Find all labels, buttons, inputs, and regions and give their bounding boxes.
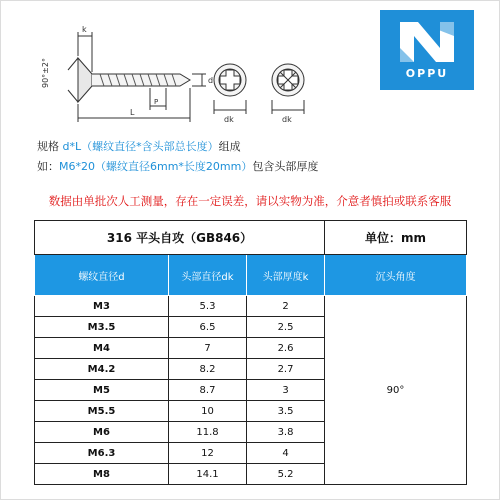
svg-text:dk: dk xyxy=(282,115,292,124)
cell-dk: 7 xyxy=(169,338,247,359)
column-header-head-thickness: 头部厚度k xyxy=(247,255,325,296)
spec-note-example xyxy=(37,158,318,174)
column-header-countersink-angle: 沉头角度 xyxy=(325,255,467,296)
svg-text:P: P xyxy=(154,98,159,106)
cell-k: 3.8 xyxy=(247,422,325,443)
cell-size: M5 xyxy=(35,380,169,401)
svg-text:k: k xyxy=(82,25,87,34)
cell-dk: 12 xyxy=(169,443,247,464)
cell-k: 4 xyxy=(247,443,325,464)
cell-dk: 6.5 xyxy=(169,317,247,338)
spec-note-format xyxy=(37,138,241,154)
cell-k: 3 xyxy=(247,380,325,401)
logo-text: OPPU xyxy=(405,67,449,80)
svg-text:dk: dk xyxy=(224,115,234,124)
cell-size: M5.5 xyxy=(35,401,169,422)
cell-size: M8 xyxy=(35,464,169,485)
cell-k: 2.5 xyxy=(247,317,325,338)
brand-logo xyxy=(380,10,474,90)
cell-size: M4 xyxy=(35,338,169,359)
cell-dk: 8.2 xyxy=(169,359,247,380)
cell-size: M3.5 xyxy=(35,317,169,338)
svg-text:90°±2°: 90°±2° xyxy=(41,58,50,88)
cell-size: M6 xyxy=(35,422,169,443)
note-prefix: 如： xyxy=(37,160,59,173)
cell-size: M3 xyxy=(35,296,169,317)
cell-size: M4.2 xyxy=(35,359,169,380)
cell-dk: 5.3 xyxy=(169,296,247,317)
cell-k: 3.5 xyxy=(247,401,325,422)
table-unit: 单位：mm xyxy=(325,221,467,255)
cell-dk: 14.1 xyxy=(169,464,247,485)
column-header-head-diameter: 头部直径dk xyxy=(169,255,247,296)
table-title-row xyxy=(35,221,467,255)
cell-angle: 90° xyxy=(325,296,467,485)
note-highlight: M6*20（螺纹直径6mm*长度20mm） xyxy=(59,160,253,173)
spec-table xyxy=(34,220,467,485)
cell-dk: 10 xyxy=(169,401,247,422)
table-header-row xyxy=(35,255,467,296)
table-title: 316 平头自攻（GB846） xyxy=(35,221,325,255)
note-highlight: d*L（螺纹直径*含头部总长度） xyxy=(62,140,219,153)
cell-dk: 11.8 xyxy=(169,422,247,443)
logo-mark-icon xyxy=(398,18,456,64)
cell-dk: 8.7 xyxy=(169,380,247,401)
svg-text:d: d xyxy=(208,76,214,85)
cell-k: 2.6 xyxy=(247,338,325,359)
cell-k: 2.7 xyxy=(247,359,325,380)
note-suffix: 包含头部厚度 xyxy=(252,160,319,173)
cell-k: 2 xyxy=(247,296,325,317)
cell-size: M6.3 xyxy=(35,443,169,464)
column-header-thread-diameter: 螺纹直径d xyxy=(35,255,169,296)
note-suffix: 组成 xyxy=(218,140,241,153)
table-row xyxy=(35,296,467,317)
cell-k: 5.2 xyxy=(247,464,325,485)
svg-text:L: L xyxy=(130,108,135,117)
note-prefix: 规格 xyxy=(37,140,63,153)
measurement-warning: 数据由单批次人工测量，存在一定误差，请以实物为准，介意者慎拍或联系客服 xyxy=(48,194,452,208)
screw-diagram xyxy=(30,18,330,128)
